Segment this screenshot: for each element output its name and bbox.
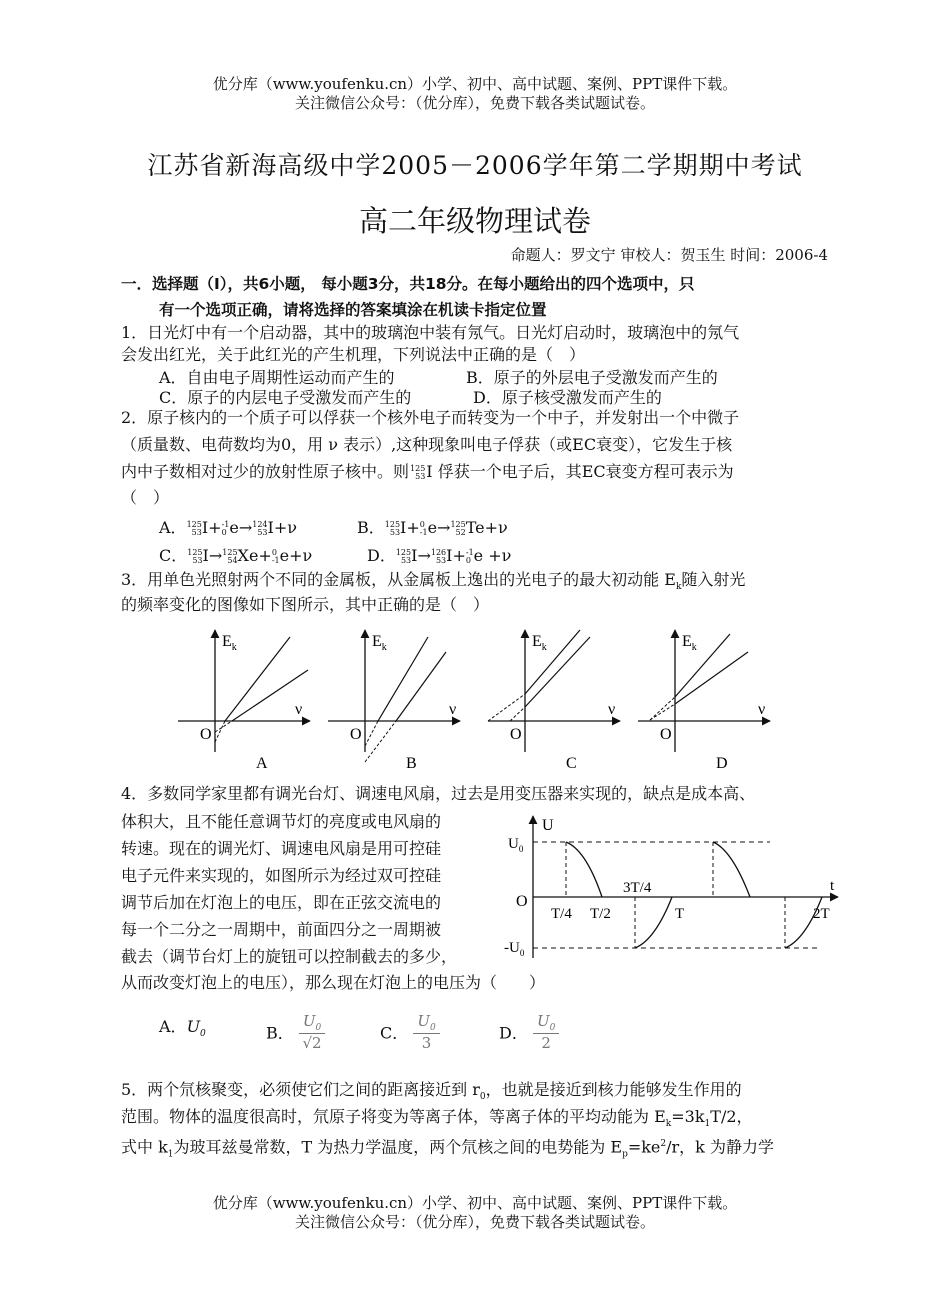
svg-text:U: U [542, 817, 554, 834]
svg-text:3T/4: 3T/4 [623, 880, 652, 896]
watermark-line-1: 优分库（www.youfenku.cn）小学、初中、高中试题、案例、PPT课件下载。 [212, 75, 738, 93]
q3-graph-b [328, 630, 460, 772]
svg-text:A: A [256, 755, 268, 772]
svg-text:T/4: T/4 [551, 906, 572, 922]
svg-text:Ek: $E_k$ [222, 633, 237, 653]
q4-stem-body: 体积大，且不能任意调节灯的亮度或电风扇的 转速。现在的调光灯、调速电风扇是用可控硅 电子元件来实现的，如图所示为经过双可控硅 调节后加在灯泡上的电压，即在正弦交流电的 每一个二分之一周期中，前面四分之一周期被 截去（调节台灯上的旋钮可以控制截去的多少， [121, 812, 458, 966]
q5-stem-3: 式中 $k_1$为玻耳兹曼常数，T 为热力学温度，两个氘核之间的电势能为 $E_p=ke^2/r$，k 为静力学 [121, 1137, 774, 1160]
q2-stem-3: 内中子数相对过少的放射性原子核中。则125 53I 俘获一个电子后，其EC衰变方程可表示为 [121, 462, 734, 481]
svg-text:B: B [406, 755, 417, 772]
q5-stem-1: 5．两个氘核聚变，必须使它们之间的距离接近到 $r_0$，也就是接近到核力能够发生作用的 [121, 1080, 742, 1103]
svg-text:ν: ν [608, 701, 616, 718]
svg-text:O: O [200, 726, 212, 743]
svg-text:O: O [510, 726, 522, 743]
q4-option-d: D． $\frac{U_0}{2}$ [499, 1012, 559, 1052]
q2-option-c: C．125 53I→125 54Xe+0 -1e+ν [159, 546, 313, 565]
q2-option-d: D．125 53I→126 53I+-1 0 e +ν [367, 546, 512, 565]
svg-text:ν: ν [449, 701, 457, 718]
svg-text:T: T [675, 906, 685, 922]
svg-text:Ek: $E_k$ [682, 633, 697, 653]
exam-subtitle: 高二年级物理试卷 [358, 204, 591, 238]
q2-stem-1: 2．原子核内的一个质子可以俘获一个核外电子而转变为一个中子，并发射出一个中微子 [121, 408, 740, 427]
q3-graph-c [488, 630, 620, 772]
q3-graph-a [178, 630, 310, 772]
q2-stem-2: （质量数、电荷数均为0，用 ν 表示）,这种现象叫电子俘获（或EC衰变），它发生于核 [121, 435, 733, 454]
footer-line-2: 关注微信公众号：（优分库），免费下载各类试题试卷。 [294, 1213, 655, 1231]
q4-voltage-graph [500, 812, 845, 960]
exam-title: 江苏省新海高级中学2005－2006学年第二学期期中考试 [147, 151, 803, 180]
q2-option-b: B．125 53I+0 -1e→125 52Te+ν [357, 518, 508, 537]
svg-text:D: D [716, 755, 728, 772]
q1-option-d: D．原子核受激发而产生的 [473, 388, 662, 407]
svg-text:O: O [350, 726, 362, 743]
section1-heading: 一．选择题（Ⅰ），共6小题， 每小题3分，共18分。在每小题给出的四个选项中，只 [121, 275, 695, 293]
svg-text:Ek: $E_k$ [372, 633, 387, 653]
q1-stem-1: 1．日光灯中有一个启动器，其中的玻璃泡中装有氖气。日光灯启动时，玻璃泡中的氖气 [121, 323, 740, 342]
q3-stem-1: 3．用单色光照射两个不同的金属板，从金属板上逸出的光电子的最大初动能 $E_k$随入射光 [121, 570, 746, 593]
q5-stem-2: 范围。物体的温度很高时，氘原子将变为等离子体，等离子体的平均动能为 $E_k=3k_1T/2$， [121, 1107, 753, 1130]
q1-stem-2: 会发出红光，关于此红光的产生机理，下列说法中正确的是（ ） [121, 345, 586, 364]
q1-option-b: B．原子的外层电子受激发而产生的 [466, 368, 718, 387]
authors-line: 命题人：罗文宁 审校人：贺玉生 时间：2006-4 [510, 246, 828, 264]
q1-option-a: A．自由电子周期性运动而产生的 [159, 368, 395, 387]
q2-stem-4: （ ） [121, 488, 170, 507]
svg-text:2T: 2T [813, 906, 830, 922]
svg-text:-U0: $-U_0$ [504, 940, 525, 958]
q4-stem-1: 4．多数同学家里都有调光台灯、调速电风扇，过去是用变压器来实现的，缺点是成本高、 [121, 784, 756, 803]
svg-text:ν: ν [295, 701, 303, 718]
section1-heading-cont: 有一个选项正确，请将选择的答案填涂在机读卡指定位置 [159, 301, 547, 319]
q3-graphs [170, 622, 790, 772]
q4-option-c: C． $\frac{U_0}{3}$ [380, 1012, 440, 1052]
q1-option-c: C．原子的内层电子受激发而产生的 [159, 388, 412, 407]
svg-text:ν: ν [758, 701, 766, 718]
q4-option-b: B． $\frac{U_0}{√2}$ [266, 1012, 325, 1052]
svg-text:O: O [516, 893, 528, 910]
svg-text:T/2: T/2 [590, 906, 611, 922]
svg-text:t: t [830, 878, 835, 894]
svg-text:C: C [566, 755, 577, 772]
q3-graph-d [638, 630, 770, 772]
q4-stem-last: 从而改变灯泡上的电压），那么现在灯泡上的电压为（ ） [121, 973, 546, 992]
q2-option-a: A．125 53I+-1 0 e→124 53I+ν [159, 518, 297, 537]
q3-stem-2: 的频率变化的图像如下图所示，其中正确的是（ ） [121, 595, 490, 614]
q4-option-a: A．$U_0$ [159, 1017, 206, 1040]
watermark-line-2: 关注微信公众号：（优分库），免费下载各类试题试卷。 [294, 94, 655, 112]
svg-text:Ek: $E_k$ [532, 633, 547, 653]
footer-line-1: 优分库（www.youfenku.cn）小学、初中、高中试题、案例、PPT课件下载。 [212, 1194, 738, 1212]
svg-text:O: O [660, 726, 672, 743]
svg-text:U0: $U_0$ [508, 836, 524, 854]
